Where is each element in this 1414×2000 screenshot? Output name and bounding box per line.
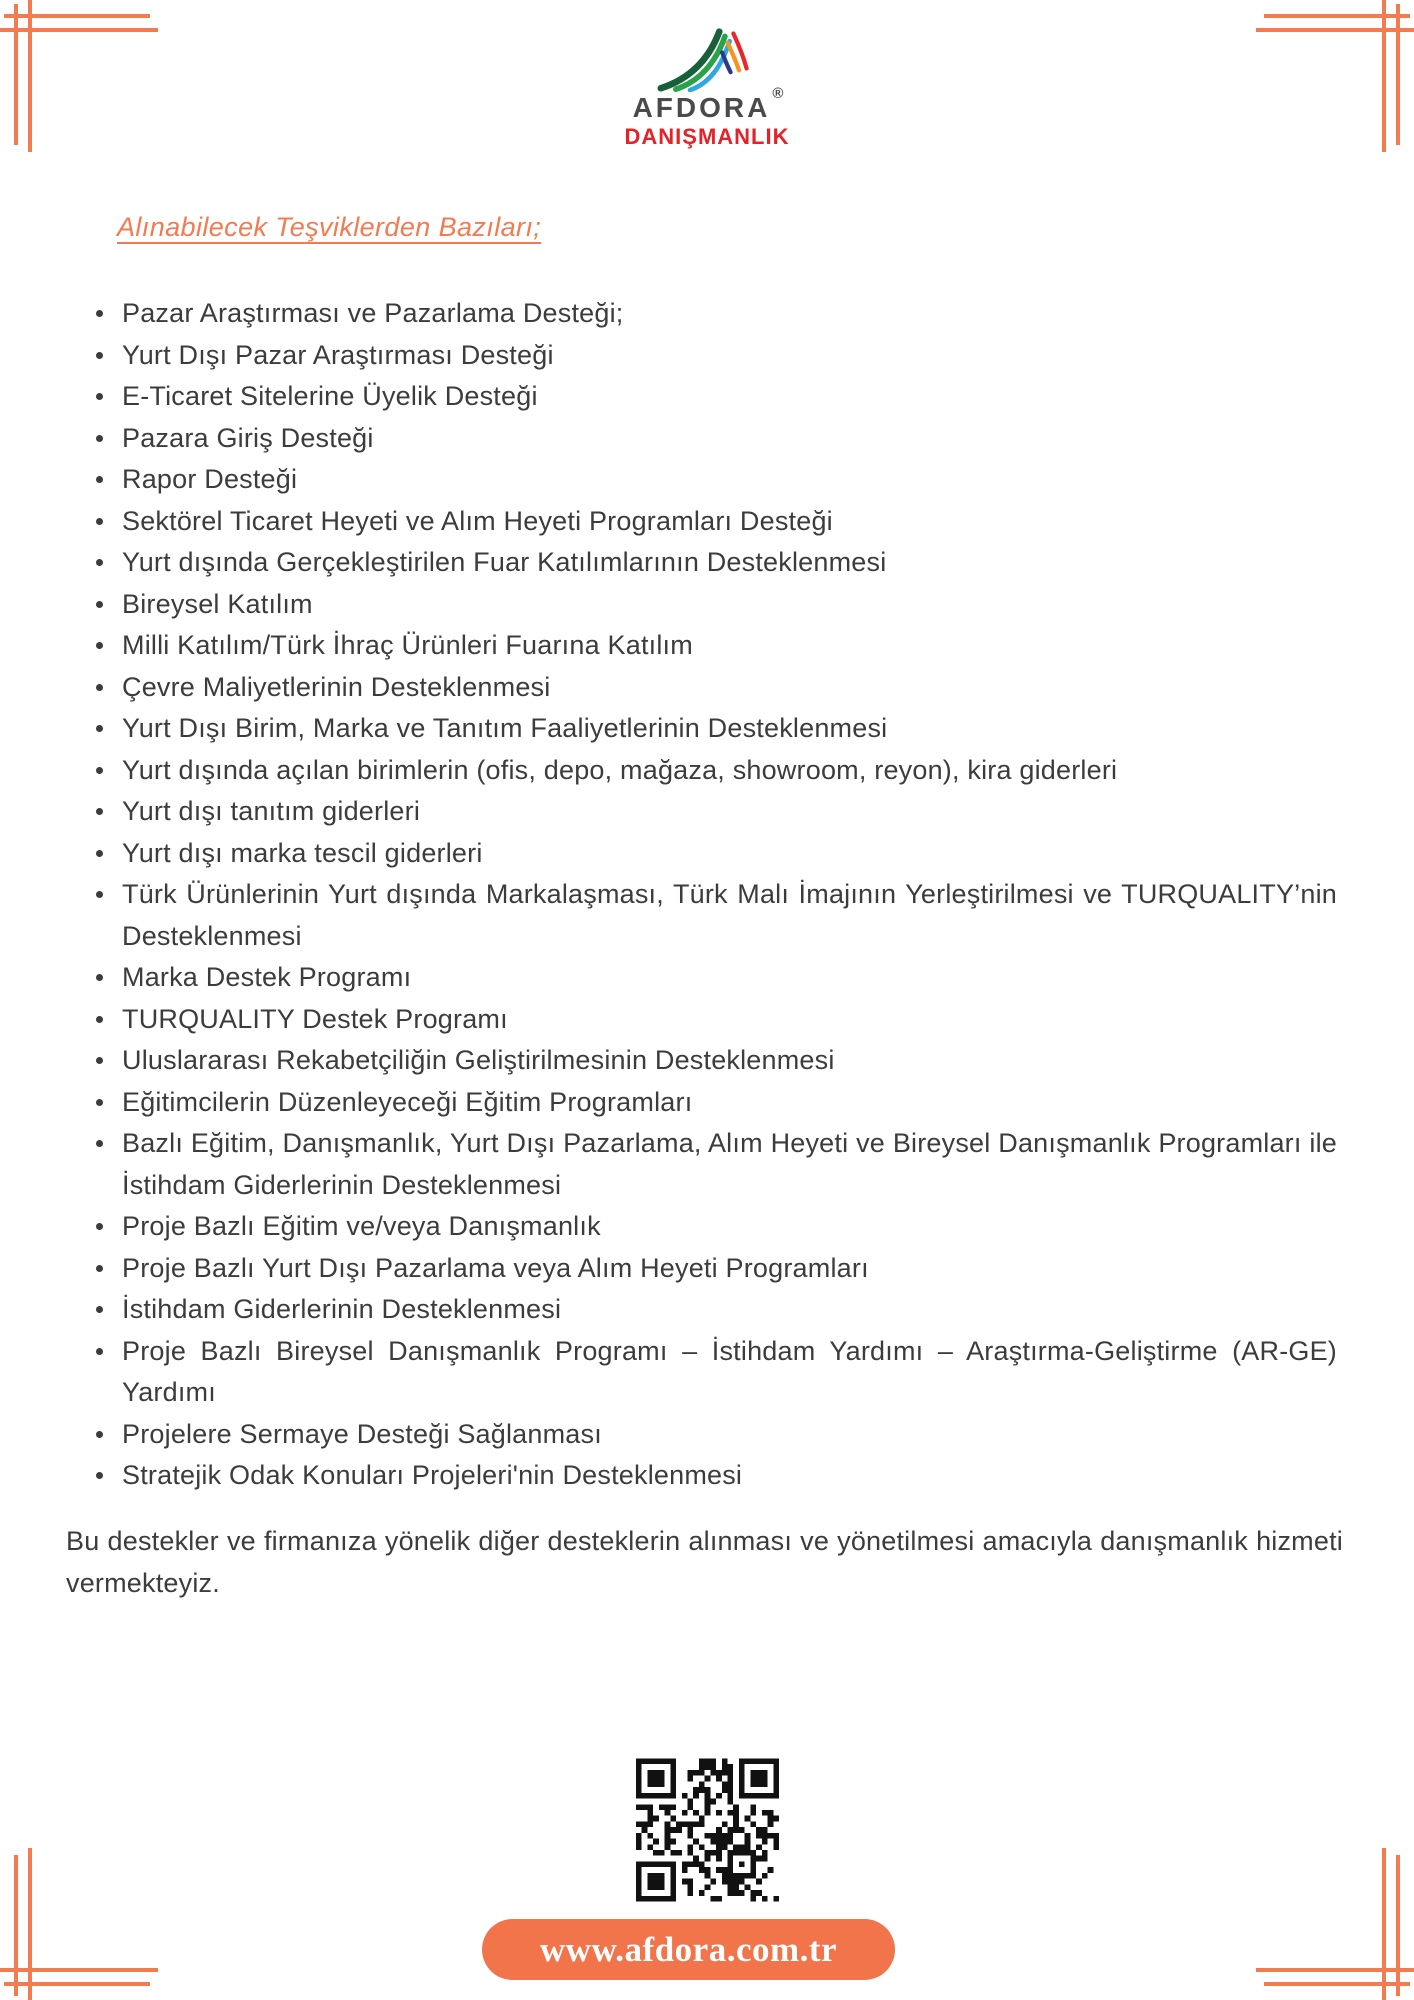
list-item: Pazar Araştırması ve Pazarlama Desteği;: [122, 293, 1337, 335]
afdora-logo-mark-icon: [655, 26, 759, 92]
list-item: Sektörel Ticaret Heyeti ve Alım Heyeti Programları Desteği: [122, 501, 1337, 543]
list-item: Proje Bazlı Yurt Dışı Pazarlama veya Alım Heyeti Programları: [122, 1248, 1337, 1290]
list-item: Yurt Dışı Birim, Marka ve Tanıtım Faaliyetlerinin Desteklenmesi: [122, 708, 1337, 750]
list-item: Türk Ürünlerinin Yurt dışında Markalaşması, Türk Malı İmajının Yerleştirilmesi ve TURQUALITY’nin Desteklenmesi: [122, 874, 1337, 957]
logo-subtitle: DANIŞMANLIK: [624, 124, 790, 149]
list-item: Stratejik Odak Konuları Projeleri'nin Desteklenmesi: [122, 1455, 1337, 1497]
logo-brand-name: AFDORA ®: [632, 85, 784, 123]
corner-ornament-bottom-left: [0, 1848, 158, 2000]
incentives-list: [0, 293, 1337, 1497]
list-item: İstihdam Giderlerinin Desteklenmesi: [122, 1289, 1337, 1331]
list-item: Bireysel Katılım: [122, 584, 1337, 626]
list-item: Bazlı Eğitim, Danışmanlık, Yurt Dışı Pazarlama, Alım Heyeti ve Bireysel Danışmanlık Programları ile İstihdam Giderlerinin Desteklenmesi: [122, 1123, 1337, 1206]
website-link[interactable]: [482, 1919, 895, 1980]
list-item: Yurt dışı tanıtım giderleri: [122, 791, 1337, 833]
qr-code: [636, 1757, 779, 1903]
list-item: Rapor Desteği: [122, 459, 1337, 501]
list-item: E-Ticaret Sitelerine Üyelik Desteği: [122, 376, 1337, 418]
list-item: Milli Katılım/Türk İhraç Ürünleri Fuarına Katılım: [122, 625, 1337, 667]
list-item: Yurt dışında açılan birimlerin (ofis, depo, mağaza, showroom, reyon), kira giderleri: [122, 750, 1337, 792]
afdora-logo: [0, 26, 1414, 148]
list-item: Çevre Maliyetlerinin Desteklenmesi: [122, 667, 1337, 709]
list-item: Proje Bazlı Eğitim ve/veya Danışmanlık: [122, 1206, 1337, 1248]
corner-ornament-bottom-right: [1256, 1848, 1414, 2000]
list-item: Yurt dışı marka tescil giderleri: [122, 833, 1337, 875]
website-url-text: www.afdora.com.tr: [539, 1929, 838, 1969]
list-item: Eğitimcilerin Düzenleyeceği Eğitim Programları: [122, 1082, 1337, 1124]
registered-trademark-icon: ®: [772, 85, 784, 102]
list-item: Proje Bazlı Bireysel Danışmanlık Programı – İstihdam Yardımı – Araştırma-Geliştirme (AR-GE) Yardımı: [122, 1331, 1337, 1414]
list-item: Yurt dışında Gerçekleştirilen Fuar Katılımlarının Desteklenmesi: [122, 542, 1337, 584]
list-item: Projelere Sermaye Desteği Sağlanması: [122, 1414, 1337, 1456]
qr-code-image: [636, 1757, 779, 1903]
list-item: TURQUALITY Destek Programı: [122, 999, 1337, 1041]
list-item: Pazara Giriş Desteği: [122, 418, 1337, 460]
list-item: Marka Destek Programı: [122, 957, 1337, 999]
closing-paragraph: Bu destekler ve firmanıza yönelik diğer desteklerin alınması ve yönetilmesi amacıyla danışmanlık hizmeti vermekteyiz.: [66, 1526, 1343, 1598]
page-title: Alınabilecek Teşviklerden Bazıları;: [117, 212, 542, 242]
list-item: Uluslararası Rekabetçiliğin Geliştirilmesinin Desteklenmesi: [122, 1040, 1337, 1082]
list-item: Yurt Dışı Pazar Araştırması Desteği: [122, 335, 1337, 377]
